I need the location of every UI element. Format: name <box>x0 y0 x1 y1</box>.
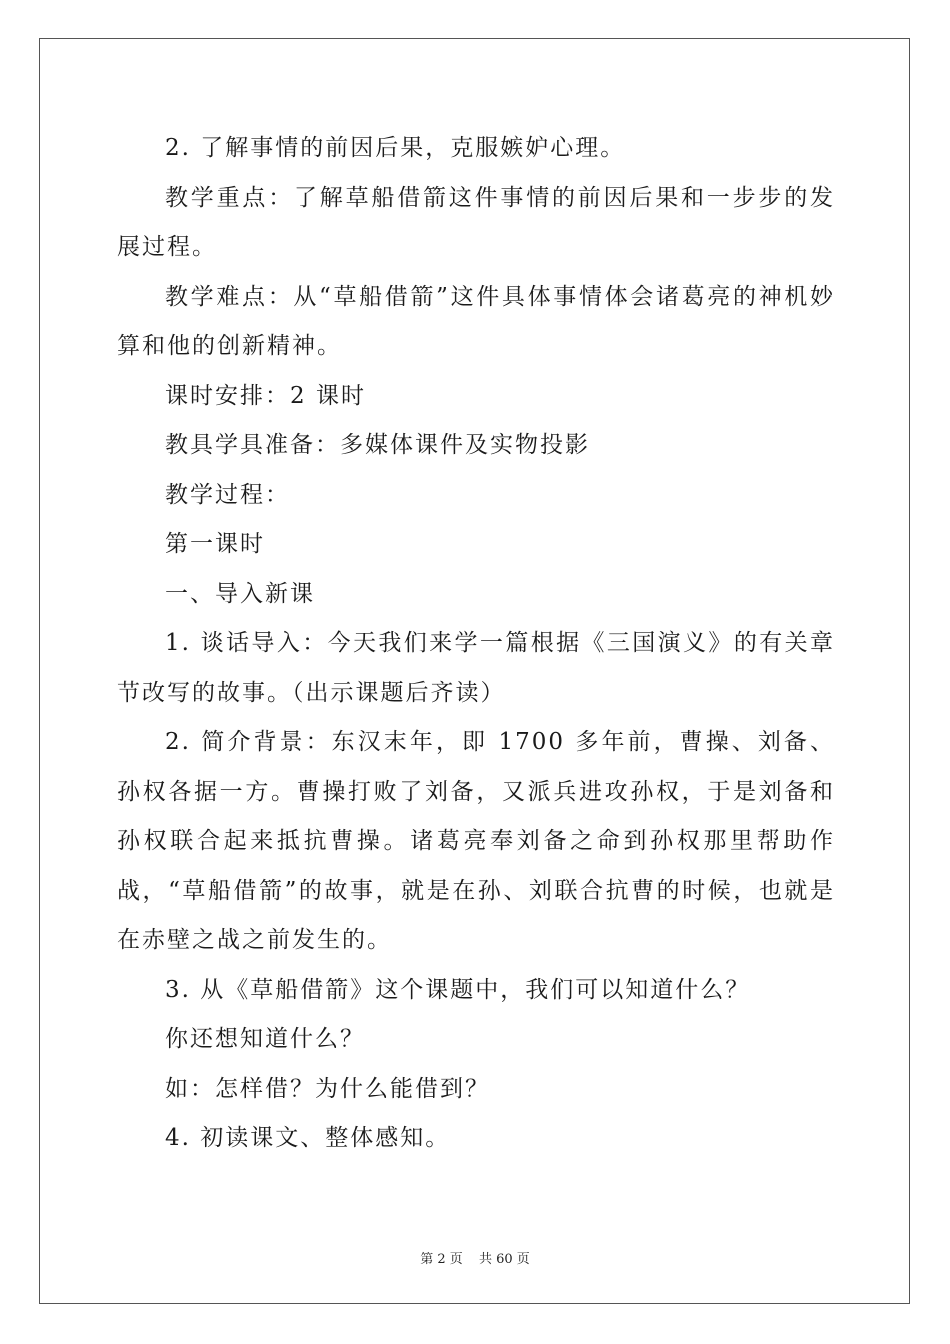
paragraph-step-4: 4. 初读课文、整体感知。 <box>165 1125 451 1151</box>
page-footer <box>0 1248 950 1267</box>
paragraph-section-intro: 一、导入新课 <box>165 580 315 607</box>
paragraph-objective-2: 2. 了解事情的前因后果，克服嫉妒心理。 <box>165 135 626 161</box>
paragraph-step-3: 3. 从《草船借箭》这个课题中，我们可以知道什么？ <box>165 976 751 1003</box>
paragraph-class-hours: 课时安排：2 课时 <box>165 382 366 409</box>
paragraph-teaching-focus: 教学重点：了解草船借箭这件事情的前因后果和一步步的发展过程。 <box>117 184 835 260</box>
paragraph-question: 你还想知道什么？ <box>165 1026 365 1052</box>
document-body <box>117 124 835 1164</box>
paragraph-first-lesson: 第一课时 <box>165 531 265 557</box>
paragraph-step-2: 2. 简介背景：东汉末年，即 1700 多年前，曹操、刘备、孙权各据一方。曹操打败了刘备，又派兵进攻孙权，于是刘备和孙权联合起来抵抗曹操。诸葛亮奉刘备之命到孙权那里帮助作战，“草船借箭”的故事，就是在孙、刘联合抗曹的时候，也就是在赤壁之战之前发生的。 <box>117 729 835 953</box>
paragraph-step-1: 1. 谈话导入：今天我们来学一篇根据《三国演义》的有关章节改写的故事。（出示课题后齐读） <box>117 630 835 706</box>
paragraph-process-heading: 教学过程： <box>165 481 290 508</box>
page-number: 第 2 页 <box>420 1252 463 1267</box>
page-total: 共 60 页 <box>478 1252 530 1267</box>
paragraph-example: 如：怎样借？为什么能借到？ <box>165 1075 490 1102</box>
paragraph-teaching-aids: 教具学具准备：多媒体课件及实物投影 <box>165 432 590 458</box>
paragraph-teaching-difficulty: 教学难点：从“草船借箭”这件具体事情体会诸葛亮的神机妙算和他的创新精神。 <box>117 283 835 359</box>
